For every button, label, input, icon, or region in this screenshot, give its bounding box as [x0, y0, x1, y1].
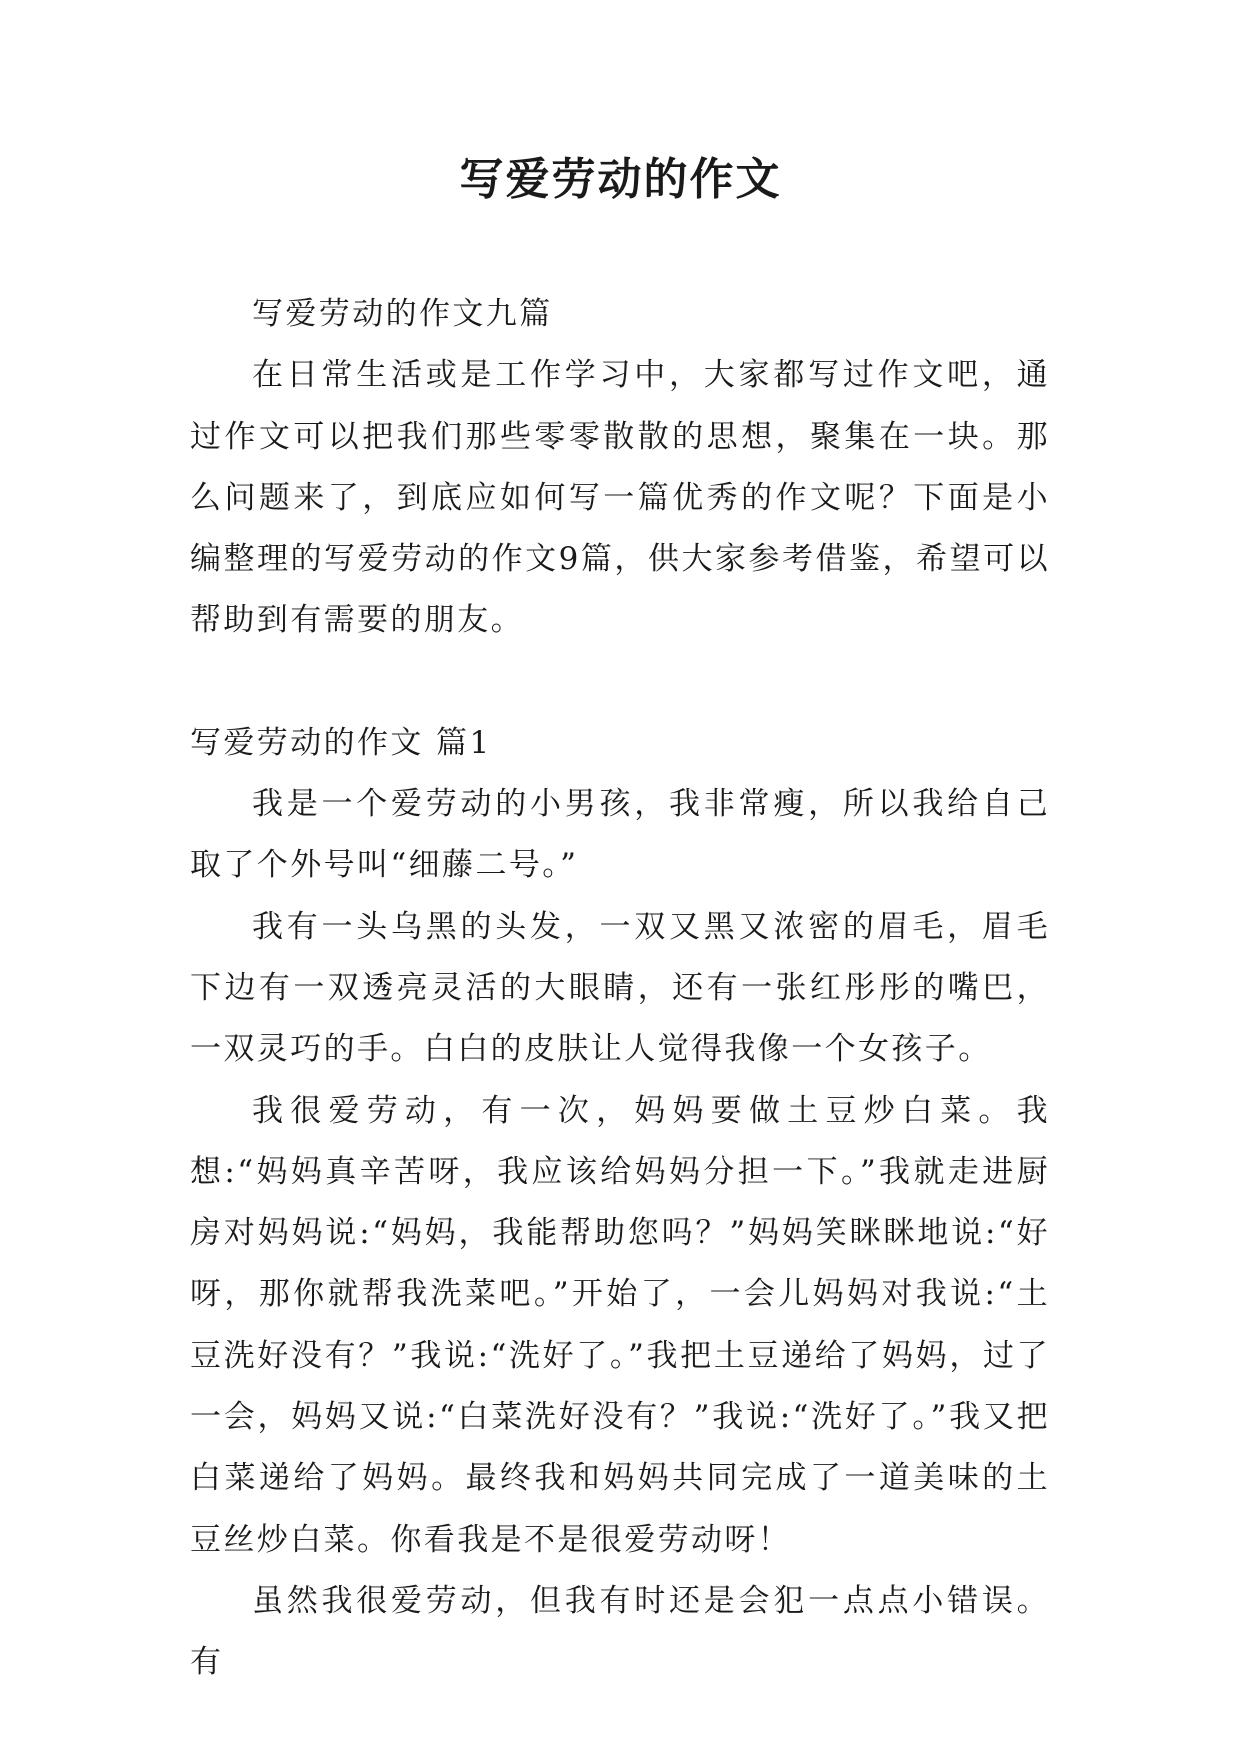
- section-heading: 写爱劳动的作文 篇1: [190, 724, 492, 761]
- document-body: [190, 284, 1050, 1694]
- document-subtitle: 写爱劳动的作文九篇: [252, 296, 553, 332]
- intro-paragraph: 在日常生活或是工作学习中，大家都写过作文吧，通过作文可以把我们那些零零散散的思想，聚集在一块。那么问题来了，到底应如何写一篇优秀的作文呢？下面是小编整理的写爱劳动的作文9篇，供大家参考借鉴，希望可以帮助到有需要的朋友。: [190, 357, 1050, 639]
- document-title: 写爱劳动的作文: [459, 154, 782, 205]
- body-paragraph: 我很爱劳动，有一次，妈妈要做土豆炒白菜。我想:“妈妈真辛苦呀，我应该给妈妈分担一下。”我就走进厨房对妈妈说:“妈妈，我能帮助您吗？”妈妈笑眯眯地说:“好呀，那你就帮我洗菜吧。”开始了，一会儿妈妈对我说:“土豆洗好没有？”我说:“洗好了。”我把土豆递给了妈妈，过了一会，妈妈又说:“白菜洗好没有？”我说:“洗好了。”我又把白菜递给了妈妈。最终我和妈妈共同完成了一道美味的土豆丝炒白菜。你看我是不是很爱劳动呀！: [190, 1092, 1050, 1558]
- body-paragraph: 虽然我很爱劳动，但我有时还是会犯一点点小错误。有: [190, 1582, 1050, 1681]
- body-paragraph: 我是一个爱劳动的小男孩，我非常瘦，所以我给自己取了个外号叫“细藤二号。”: [190, 786, 1050, 884]
- body-paragraph: 我有一头乌黑的头发，一双又黑又浓密的眉毛，眉毛下边有一双透亮灵活的大眼睛，还有一张红彤彤的嘴巴，一双灵巧的手。白白的皮肤让人觉得我像一个女孩子。: [190, 908, 1050, 1068]
